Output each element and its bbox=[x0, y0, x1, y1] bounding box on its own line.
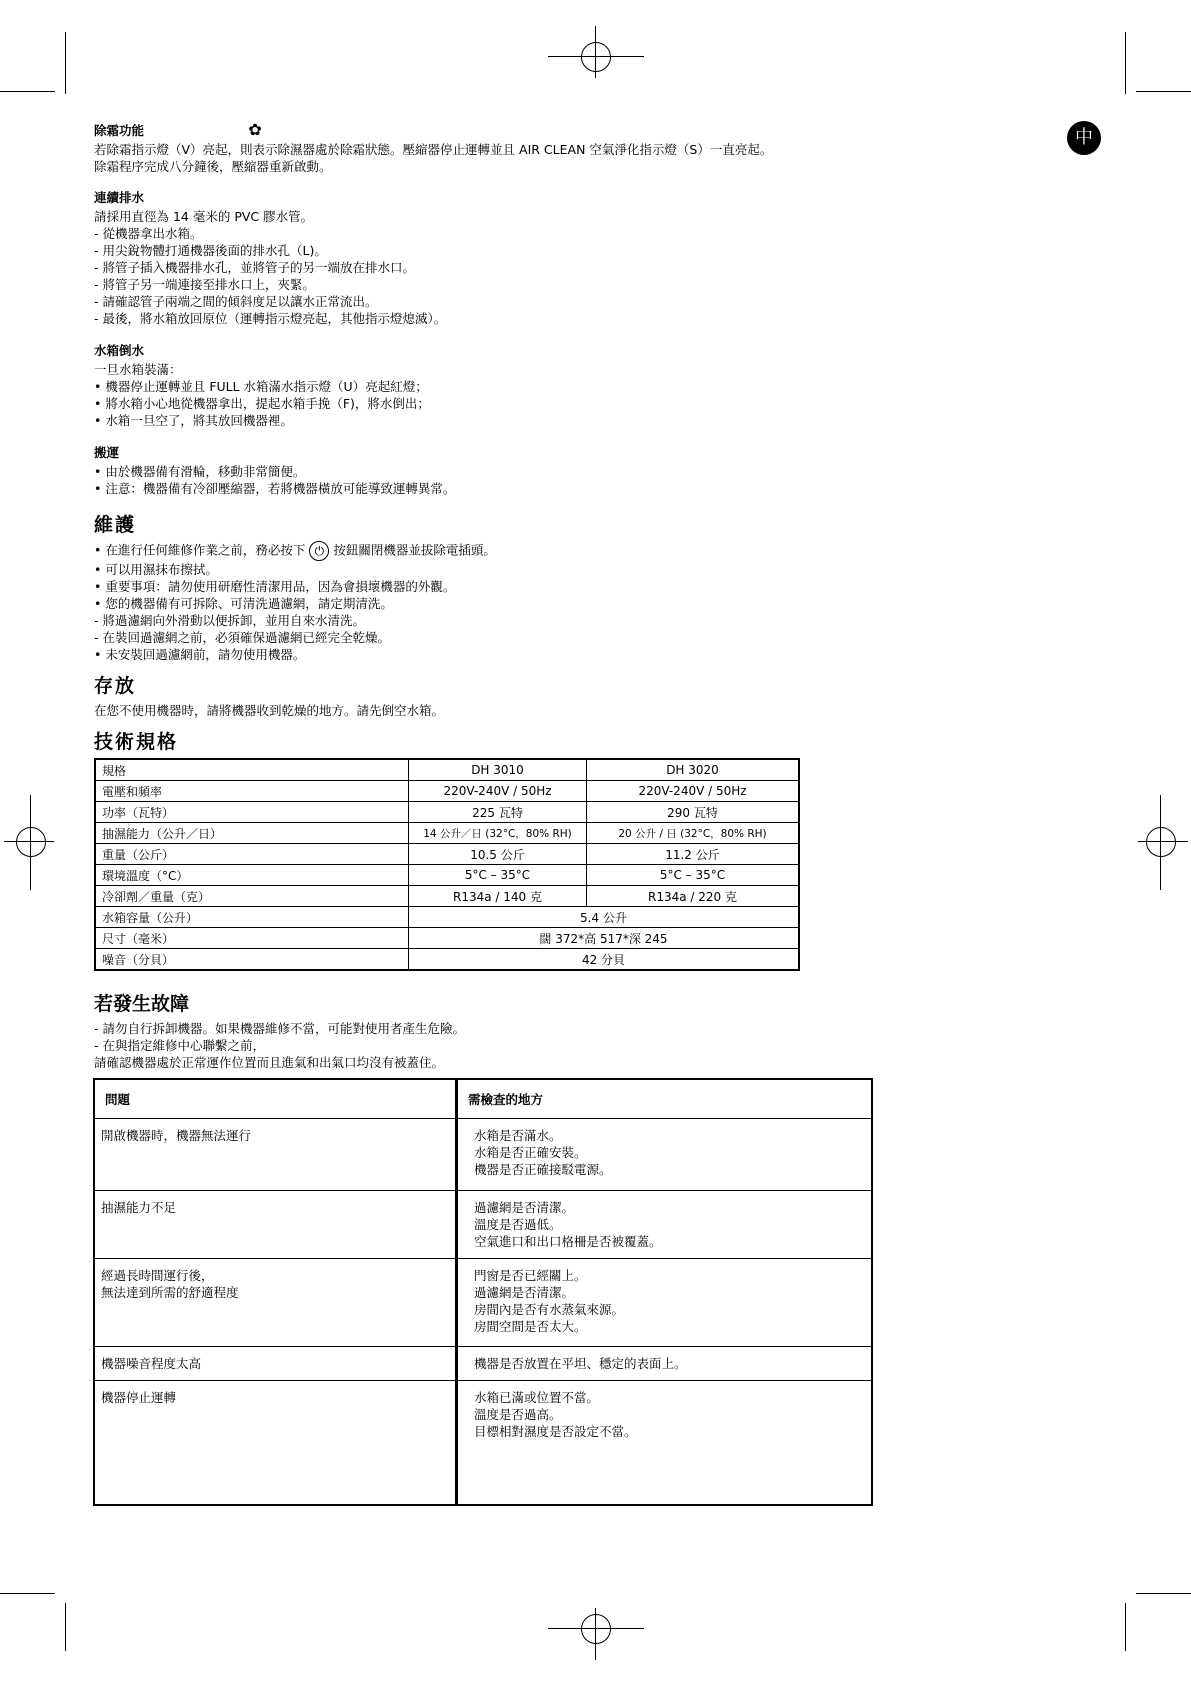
language-badge: 中 bbox=[1067, 121, 1101, 155]
defrost-title bbox=[94, 120, 994, 139]
check-text: 空氣進口和出口格柵是否被覆蓋。 bbox=[474, 1234, 662, 1249]
table-row bbox=[94, 1119, 872, 1191]
problem-text: 無法達到所需的舒適程度 bbox=[101, 1285, 239, 1300]
table-cell bbox=[457, 1119, 873, 1191]
table-header-cell: 問題 bbox=[94, 1079, 457, 1119]
maintenance-line-text: 按鈕關閉機器並拔除電插頭。 bbox=[333, 542, 496, 558]
drainage-line: - 將管子插入機器排水孔，並將管子的另一端放在排水口。 bbox=[94, 260, 415, 275]
table-cell: R134a / 140 克 bbox=[409, 886, 587, 907]
table-cell: 水箱容量（公升） bbox=[95, 907, 409, 928]
defrost-title-text: 除霜功能 bbox=[94, 123, 145, 138]
table-cell: 5°C – 35°C bbox=[587, 865, 800, 886]
table-cell bbox=[94, 1191, 457, 1259]
registration-mark bbox=[581, 42, 611, 72]
drainage-section bbox=[94, 188, 994, 327]
check-text: 門窗是否已經關上。 bbox=[474, 1268, 587, 1283]
registration-mark bbox=[1160, 795, 1161, 890]
troubleshooting-line: 請確認機器處於正常運作位置而且進氣和出氣口均沒有被蓋住。 bbox=[94, 1055, 445, 1070]
table-row bbox=[95, 907, 799, 928]
registration-mark bbox=[30, 795, 31, 890]
crop-mark bbox=[65, 1603, 66, 1651]
table-cell bbox=[94, 1347, 457, 1381]
specs-section bbox=[94, 727, 994, 758]
table-row bbox=[95, 844, 799, 865]
table-cell: 規格 bbox=[95, 759, 409, 781]
table-cell: 220V-240V / 50Hz bbox=[409, 781, 587, 802]
check-text: 溫度是否過低。 bbox=[474, 1217, 562, 1232]
crop-mark bbox=[0, 91, 55, 92]
tank-line: 一旦水箱裝滿： bbox=[94, 362, 182, 377]
crop-mark bbox=[1136, 1593, 1191, 1594]
crop-mark bbox=[0, 1593, 55, 1594]
check-text: 水箱是否正確安裝。 bbox=[474, 1145, 587, 1160]
table-cell: 尺寸（毫米） bbox=[95, 928, 409, 949]
power-icon: ⏻ bbox=[309, 541, 329, 561]
tank-line: • 水箱一旦空了，將其放回機器裡。 bbox=[94, 413, 293, 428]
troubleshooting-table bbox=[93, 1078, 873, 1506]
table-row bbox=[95, 886, 799, 907]
table-cell: DH 3010 bbox=[409, 759, 587, 781]
table-cell: 闊 372*高 517*深 245 bbox=[409, 928, 800, 949]
table-cell: 重量（公斤） bbox=[95, 844, 409, 865]
check-text: 房間內是否有水蒸氣來源。 bbox=[474, 1302, 625, 1317]
check-text: 水箱已滿或位置不當。 bbox=[474, 1390, 600, 1405]
maintenance-line: • 未安裝回過濾網前，請勿使用機器。 bbox=[94, 647, 306, 662]
problem-text: 機器停止運轉 bbox=[101, 1390, 177, 1405]
problem-text: 開啟機器時，機器無法運行 bbox=[101, 1128, 252, 1143]
table-cell: DH 3020 bbox=[587, 759, 800, 781]
defrost-line: 除霜程序完成八分鐘後，壓縮器重新啟動。 bbox=[94, 159, 332, 174]
table-cell: 功率（瓦特） bbox=[95, 802, 409, 823]
table-cell: 42 分貝 bbox=[409, 949, 800, 971]
troubleshooting-line: - 在與指定維修中心聯繫之前， bbox=[94, 1038, 265, 1053]
drainage-line: - 請確認管子兩端之間的傾斜度足以讓水正常流出。 bbox=[94, 294, 378, 309]
maintenance-section bbox=[94, 510, 994, 663]
crop-mark bbox=[65, 32, 66, 94]
table-cell: 220V-240V / 50Hz bbox=[587, 781, 800, 802]
moving-line: • 注意：機器備有冷卻壓縮器，若將機器橫放可能導致運轉異常。 bbox=[94, 481, 456, 496]
maintenance-line: - 在裝回過濾網之前，必須確保過濾網已經完全乾燥。 bbox=[94, 630, 390, 645]
table-row bbox=[95, 802, 799, 823]
storage-section bbox=[94, 671, 994, 719]
registration-mark bbox=[1146, 827, 1176, 857]
check-text: 過濾網是否清潔。 bbox=[474, 1200, 575, 1215]
tank-section bbox=[94, 341, 994, 429]
table-cell bbox=[457, 1259, 873, 1347]
table-row bbox=[94, 1191, 872, 1259]
drainage-line: - 最後，將水箱放回原位（運轉指示燈亮起，其他指示燈熄滅）。 bbox=[94, 311, 447, 326]
storage-text: 在您不使用機器時，請將機器收到乾燥的地方。請先倒空水箱。 bbox=[94, 703, 445, 718]
moving-line: • 由於機器備有滑輪，移動非常簡便。 bbox=[94, 464, 306, 479]
check-text: 機器是否放置在平坦、穩定的表面上。 bbox=[474, 1356, 687, 1371]
problem-text: 機器噪音程度太高 bbox=[101, 1356, 202, 1371]
drainage-line: - 從機器拿出水箱。 bbox=[94, 226, 203, 241]
table-cell: 14 公升／日 (32°C，80% RH) bbox=[409, 823, 587, 844]
crop-mark bbox=[1136, 91, 1191, 92]
registration-mark bbox=[548, 56, 644, 57]
maintenance-line: • 重要事項：請勿使用研磨性清潔用品，因為會損壞機器的外觀。 bbox=[94, 579, 456, 594]
tank-title: 水箱倒水 bbox=[94, 343, 145, 358]
troubleshooting-title: 若發生故障 bbox=[94, 993, 190, 1015]
maintenance-line bbox=[94, 541, 994, 561]
maintenance-line: • 可以用濕抹布擦拭。 bbox=[94, 562, 218, 577]
table-cell: 290 瓦特 bbox=[587, 802, 800, 823]
table-row bbox=[95, 781, 799, 802]
table-cell: R134a / 220 克 bbox=[587, 886, 800, 907]
check-text: 房間空間是否太大。 bbox=[474, 1319, 587, 1334]
table-row bbox=[95, 928, 799, 949]
registration-mark bbox=[548, 1628, 644, 1629]
check-text: 機器是否正確接駁電源。 bbox=[474, 1162, 612, 1177]
registration-mark bbox=[595, 1608, 596, 1660]
crop-mark bbox=[1125, 1603, 1126, 1651]
registration-mark bbox=[1138, 841, 1188, 842]
table-row bbox=[95, 949, 799, 971]
table-row bbox=[95, 759, 799, 781]
troubleshooting-line: - 請勿自行拆卸機器。如果機器維修不當，可能對使用者產生危險。 bbox=[94, 1021, 465, 1036]
table-cell: 5°C – 35°C bbox=[409, 865, 587, 886]
crop-mark bbox=[1125, 32, 1126, 94]
drainage-line: 請採用直徑為 14 毫米的 PVC 膠水管。 bbox=[94, 209, 314, 224]
check-text: 目標相對濕度是否設定不當。 bbox=[474, 1424, 637, 1439]
table-header-cell: 需檢查的地方 bbox=[457, 1079, 873, 1119]
specs-title: 技術規格 bbox=[94, 731, 179, 753]
table-cell: 10.5 公斤 bbox=[409, 844, 587, 865]
drainage-line: - 將管子另一端連接至排水口上，夾緊。 bbox=[94, 277, 315, 292]
table-cell: 5.4 公升 bbox=[409, 907, 800, 928]
check-text: 溫度是否過高。 bbox=[474, 1407, 562, 1422]
table-cell bbox=[457, 1381, 873, 1505]
table-cell bbox=[94, 1259, 457, 1347]
table-cell bbox=[457, 1347, 873, 1381]
problem-text: 抽濕能力不足 bbox=[101, 1200, 177, 1215]
moving-section bbox=[94, 443, 994, 497]
maintenance-line: - 將過濾網向外滑動以便拆卸，並用自來水清洗。 bbox=[94, 613, 365, 628]
check-text: 水箱是否滿水。 bbox=[474, 1128, 562, 1143]
table-cell: 冷卻劑／重量（克） bbox=[95, 886, 409, 907]
maintenance-line-text: • 在進行任何維修作業之前，務必按下 bbox=[94, 542, 306, 558]
table-cell: 電壓和頻率 bbox=[95, 781, 409, 802]
table-row bbox=[95, 865, 799, 886]
registration-mark bbox=[4, 841, 54, 842]
storage-title: 存放 bbox=[94, 675, 137, 697]
table-row bbox=[95, 823, 799, 844]
registration-mark bbox=[595, 26, 596, 78]
defrost-section bbox=[94, 120, 994, 175]
table-cell: 11.2 公斤 bbox=[587, 844, 800, 865]
specs-table bbox=[94, 758, 800, 971]
table-cell: 225 瓦特 bbox=[409, 802, 587, 823]
table-cell: 抽濕能力（公升／日） bbox=[95, 823, 409, 844]
table-cell bbox=[457, 1191, 873, 1259]
table-row bbox=[94, 1381, 872, 1505]
table-cell bbox=[94, 1119, 457, 1191]
table-cell: 20 公升 / 日 (32°C，80% RH) bbox=[587, 823, 800, 844]
moving-title: 搬運 bbox=[94, 445, 120, 460]
table-row bbox=[94, 1259, 872, 1347]
maintenance-title: 維護 bbox=[94, 514, 137, 536]
troubleshooting-section bbox=[94, 989, 994, 1071]
defrost-line: 若除霜指示燈（V）亮起，則表示除濕器處於除霜狀態。壓縮器停止運轉並且 AIR CLEAN 空氣淨化指示燈（S）一直亮起。 bbox=[94, 142, 773, 157]
table-row bbox=[94, 1347, 872, 1381]
tank-line: • 將水箱小心地從機器拿出，提起水箱手挽（F)，將水倒出； bbox=[94, 396, 430, 411]
drainage-title: 連續排水 bbox=[94, 190, 145, 205]
table-row bbox=[94, 1079, 872, 1119]
registration-mark bbox=[16, 827, 46, 857]
problem-text: 經過長時間運行後， bbox=[101, 1268, 214, 1283]
table-cell bbox=[94, 1381, 457, 1505]
tank-line: • 機器停止運轉並且 FULL 水箱滿水指示燈（U）亮起紅燈； bbox=[94, 379, 428, 394]
maintenance-line: • 您的機器備有可拆除、可清洗過濾網，請定期清洗。 bbox=[94, 596, 393, 611]
drainage-line: - 用尖銳物體打通機器後面的排水孔（L)。 bbox=[94, 243, 327, 258]
table-cell: 噪音（分貝） bbox=[95, 949, 409, 971]
registration-mark bbox=[581, 1614, 611, 1644]
table-cell: 環境溫度（°C） bbox=[95, 865, 409, 886]
snowflake-icon: ✿ bbox=[248, 120, 262, 139]
check-text: 過濾網是否清潔。 bbox=[474, 1285, 575, 1300]
